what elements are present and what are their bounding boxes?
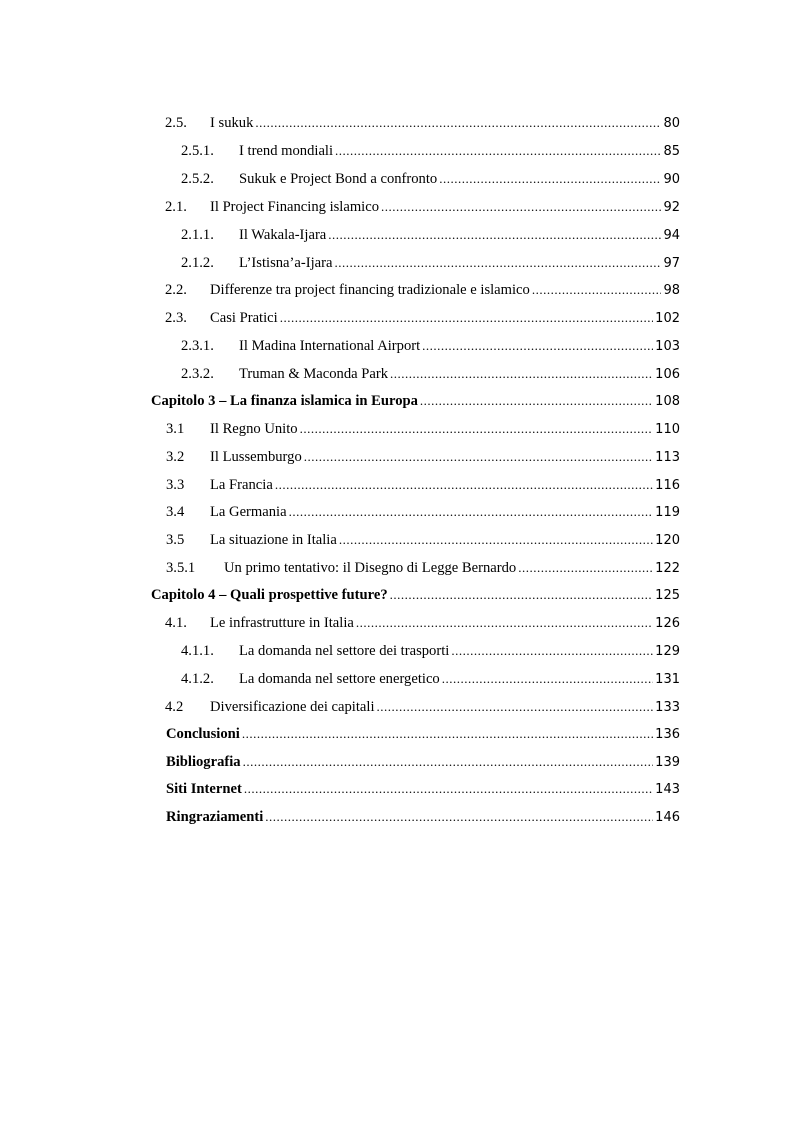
toc-leader-dots [300,421,654,437]
toc-entry-page: 90 [663,171,680,187]
toc-entry-page: 136 [655,726,680,742]
toc-entry-number: 4.2 [165,698,184,715]
toc-leader-dots [518,560,653,576]
toc-leader-dots [532,282,662,298]
toc-entry-2-1[interactable] [0,195,680,219]
toc-entry-title: Diversificazione dei capitali [210,698,375,715]
toc-leader-dots [439,171,661,187]
toc-entry-title: Il Wakala-Ijara [239,226,327,243]
toc-entry-title: Casi Pratici [210,309,278,326]
toc-entry-3-5-1[interactable] [0,556,680,580]
toc-entry-title: La domanda nel settore dei trasporti [239,642,450,659]
toc-leader-dots [339,532,653,548]
toc-section-title: Siti Internet [166,780,242,797]
toc-chapter-title: Capitolo 4 – Quali prospettive future? [151,586,388,603]
toc-leader-dots [280,310,653,326]
toc-entry-page: 106 [655,366,680,382]
toc-entry-title: I trend mondiali [239,142,334,159]
toc-entry-title: Truman & Maconda Park [239,365,389,382]
toc-entry-page: 139 [655,754,680,770]
toc-entry-page: 92 [663,199,680,215]
toc-leader-dots [255,115,661,131]
toc-entry-number: 3.5.1 [166,559,196,576]
toc-entry-title: Il Project Financing islamico [210,198,380,215]
toc-entry-title: La Germania [210,503,287,520]
toc-leader-dots [328,227,661,243]
toc-entry-number: 3.4 [166,503,185,520]
toc-entry-title: Differenze tra project financing tradizionale e islamico [210,281,530,298]
toc-leader-dots [390,366,653,382]
toc-entry-title: Un primo tentativo: il Disegno di Legge Bernardo [224,559,517,576]
toc-entry-chapter-4[interactable] [0,583,680,607]
toc-entry-page: 133 [655,699,680,715]
toc-entry-title: Il Regno Unito [210,420,298,437]
toc-entry-number: 3.2 [166,448,185,465]
toc-leader-dots [304,449,653,465]
toc-entry-number: 2.3.2. [181,365,214,382]
toc-entry-number: 2.1.2. [181,254,214,271]
toc-entry-2-3[interactable] [0,306,680,330]
toc-entry-ringraziamenti[interactable] [0,805,680,829]
toc-entry-4-2[interactable] [0,695,680,719]
toc-leader-dots [451,643,653,659]
toc-leader-dots [243,754,654,770]
toc-section-title: Bibliografia [166,753,241,770]
toc-entry-page: 103 [655,338,680,354]
toc-leader-dots [420,393,653,409]
toc-entry-page: 126 [655,615,680,631]
toc-entry-page: 97 [663,255,680,271]
toc-section-title: Ringraziamenti [166,808,264,825]
toc-entry-title: Le infrastrutture in Italia [210,614,354,631]
toc-entry-title: L’Istisna’a-Ijara [239,254,333,271]
toc-entry-3-1[interactable] [0,417,680,441]
toc-leader-dots [334,255,661,271]
toc-entry-3-4[interactable] [0,500,680,524]
toc-leader-dots [242,726,653,742]
toc-entry-4-1-1[interactable] [0,639,680,663]
toc-entry-title: La Francia [210,476,273,493]
toc-entry-2-1-2[interactable] [0,251,680,275]
toc-entry-number: 4.1.2. [181,670,214,687]
toc-entry-2-5-1[interactable] [0,139,680,163]
toc-leader-dots [442,671,653,687]
toc-entry-bibliografia[interactable] [0,750,680,774]
toc-entry-number: 2.5.2. [181,170,214,187]
toc-entry-siti-internet[interactable] [0,777,680,801]
toc-entry-number: 4.1. [165,614,187,631]
toc-entry-page: 146 [655,809,680,825]
toc-entry-4-1-2[interactable] [0,667,680,691]
toc-entry-2-3-2[interactable] [0,362,680,386]
toc-entry-number: 2.2. [165,281,187,298]
toc-entry-number: 2.3.1. [181,337,214,354]
toc-entry-page: 80 [663,115,680,131]
toc-leader-dots [422,338,653,354]
toc-entry-number: 3.5 [166,531,185,548]
toc-leader-dots [390,587,654,603]
toc-entry-2-1-1[interactable] [0,223,680,247]
toc-entry-page: 143 [655,781,680,797]
toc-entry-page: 119 [655,504,680,520]
toc-entry-number: 2.3. [165,309,187,326]
toc-leader-dots [265,809,653,825]
toc-entry-number: 3.3 [166,476,185,493]
toc-entry-title: Sukuk e Project Bond a confronto [239,170,438,187]
toc-entry-title: I sukuk [210,114,254,131]
toc-leader-dots [377,699,654,715]
toc-entry-page: 131 [655,671,680,687]
toc-entry-3-5[interactable] [0,528,680,552]
toc-entry-page: 122 [655,560,680,576]
toc-entry-page: 120 [655,532,680,548]
toc-entry-number: 3.1 [166,420,185,437]
toc-entry-page: 108 [655,393,680,409]
toc-chapter-title: Capitolo 3 – La finanza islamica in Europa [151,392,418,409]
toc-entry-chapter-3[interactable] [0,389,680,413]
toc-entry-page: 110 [655,421,680,437]
toc-entry-page: 129 [655,643,680,659]
toc-entry-4-1[interactable] [0,611,680,635]
toc-leader-dots [335,143,661,159]
toc-entry-page: 94 [663,227,680,243]
toc-entry-page: 113 [655,449,680,465]
toc-entry-title: Il Lussemburgo [210,448,302,465]
toc-entry-title: Il Madina International Airport [239,337,421,354]
toc-leader-dots [289,504,654,520]
toc-entry-3-2[interactable] [0,445,680,469]
toc-leader-dots [275,477,653,493]
toc-entry-page: 102 [655,310,680,326]
toc-entry-2-2[interactable] [0,278,680,302]
toc-section-title: Conclusioni [166,725,240,742]
toc-entry-number: 2.5.1. [181,142,214,159]
toc-leader-dots [356,615,653,631]
toc-entry-number: 2.5. [165,114,187,131]
toc-entry-number: 4.1.1. [181,642,214,659]
toc-entry-title: La situazione in Italia [210,531,337,548]
toc-entry-conclusioni[interactable] [0,722,680,746]
toc-entry-3-3[interactable] [0,473,680,497]
toc-entry-number: 2.1. [165,198,187,215]
toc-entry-number: 2.1.1. [181,226,214,243]
toc-leader-dots [381,199,661,215]
toc-entry-page: 116 [655,477,680,493]
toc-entry-2-3-1[interactable] [0,334,680,358]
toc-entry-title: La domanda nel settore energetico [239,670,440,687]
toc-leader-dots [244,781,653,797]
toc-entry-2-5[interactable] [0,111,680,135]
toc-entry-2-5-2[interactable] [0,167,680,191]
toc-entry-page: 125 [655,587,680,603]
toc-entry-page: 98 [663,282,680,298]
toc-entry-page: 85 [663,143,680,159]
